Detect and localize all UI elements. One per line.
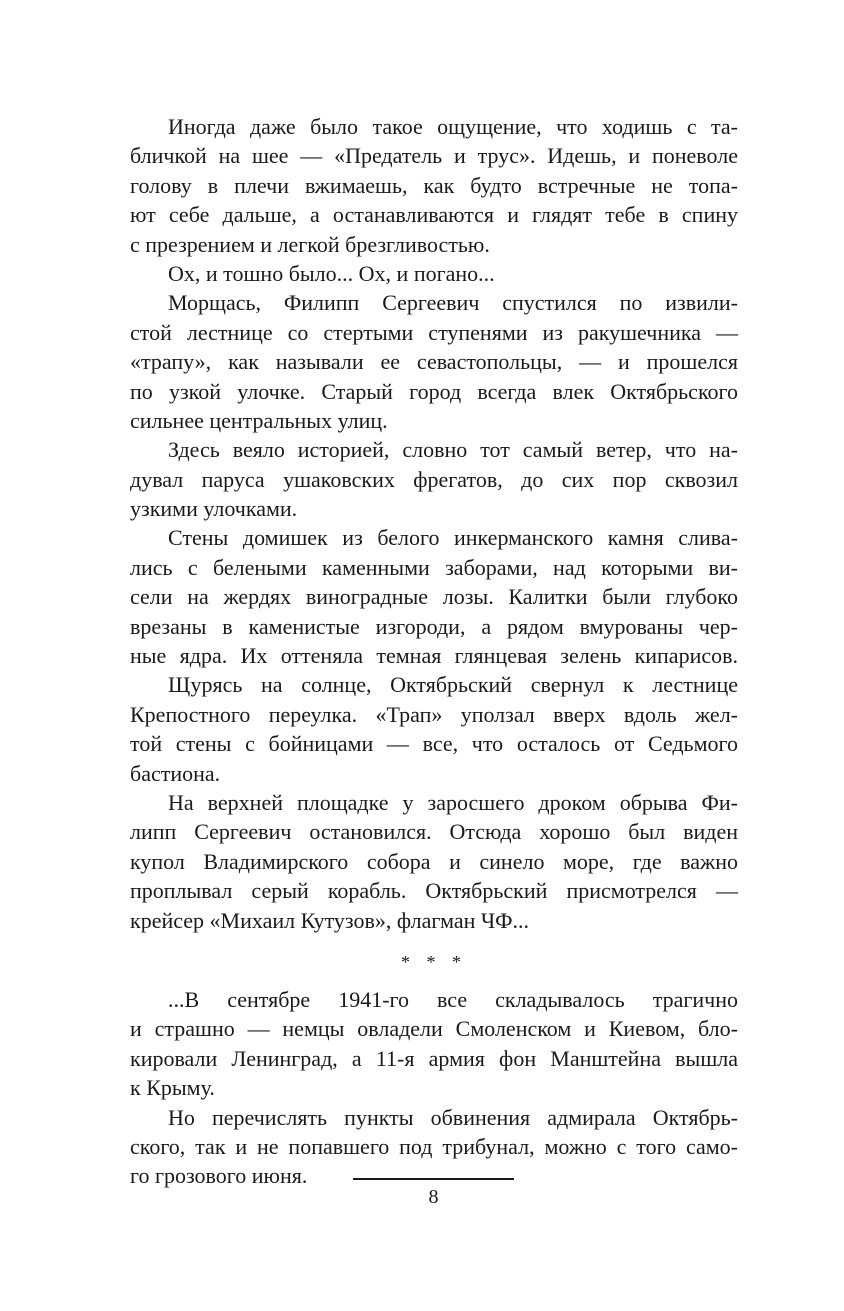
paragraph xyxy=(130,112,738,259)
text-line: Морщась, Филипп Сергеевич спустился по извили- xyxy=(168,290,738,316)
text-line: Стены домишек из белого инкерманского камня слива- xyxy=(168,525,738,551)
page-number: 8 xyxy=(428,1186,439,1208)
text-line: ют себе дальше, а останавливаются и глядят тебе в спину xyxy=(130,202,738,228)
text-line: лись с белеными каменными заборами, над которыми ви- xyxy=(130,554,738,580)
text-line: бличкой на шее — «Предатель и трус». Идешь, и поневоле xyxy=(130,143,738,169)
text-line: врезаны в каменистые изгороди, а рядом вмурованы чер- xyxy=(130,613,738,639)
text-line: Ох, и тошно было... Ох, и погано... xyxy=(168,260,495,286)
text-line: «трапу», как называли ее севастопольцы, — и прошелся xyxy=(130,349,738,375)
text-line: Щурясь на солнце, Октябрьский свернул к лестнице xyxy=(168,672,738,698)
text-line: проплывал серый корабль. Октябрьский присмотрелся — xyxy=(130,878,738,904)
text-line: к Крыму. xyxy=(130,1075,215,1101)
text-line: ные ядра. Их оттеняла темная глянцевая зелень кипарисов. xyxy=(130,643,738,669)
paragraph xyxy=(130,670,738,788)
text-line: крейсер «Михаил Кутузов», флагман ЧФ... xyxy=(130,907,530,933)
text-line: и страшно — немцы овладели Смоленском и Киевом, бло- xyxy=(130,1016,738,1042)
text-line: ского, так и не попавшего под трибунал, можно с того само- xyxy=(130,1133,738,1159)
text-line: по узкой улочке. Старый город всегда влек Октябрьского xyxy=(130,378,738,404)
text-line: стой лестнице со стертыми ступенями из ракушечника — xyxy=(130,319,738,345)
text-line: голову в плечи вжимаешь, как будто встречные не топа- xyxy=(130,172,738,198)
text-line: липп Сергеевич остановился. Отсюда хорошо был виден xyxy=(130,819,738,845)
text-line: купол Владимирского собора и синело море, где важно xyxy=(130,848,738,874)
paragraph xyxy=(130,788,738,935)
text-line: той стены с бойницами — все, что осталось от Седьмого xyxy=(130,731,738,757)
paragraph xyxy=(130,435,738,523)
text-line: Крепостного переулка. «Трап» уползал вверх вдоль жел- xyxy=(130,701,738,727)
text-line: сильнее центральных улиц. xyxy=(130,407,388,433)
paragraph xyxy=(130,523,738,670)
text-line: с презрением и легкой брезгливостью. xyxy=(130,231,490,257)
section-break: * * * xyxy=(401,951,467,972)
paragraph xyxy=(130,288,738,435)
text-line: На верхней площадке у заросшего дроком обрыва Фи- xyxy=(168,789,738,815)
text-line: Иногда даже было такое ощущение, что ходишь с та- xyxy=(168,114,738,139)
text-line: дувал паруса ушаковских фрегатов, до сих пор сквозил xyxy=(130,466,738,492)
text-line: го грозового июня. xyxy=(130,1163,308,1189)
paragraph xyxy=(130,985,738,1103)
paragraph xyxy=(130,259,738,288)
text-line: сели на жердях виноградные лозы. Калитки были глубоко xyxy=(130,584,738,610)
text-line: Здесь веяло историей, словно тот самый ветер, что на- xyxy=(168,437,738,463)
text-line: Но перечислять пункты обвинения адмирала Октябрь- xyxy=(168,1104,738,1130)
text-line: кировали Ленинград, а 11-я армия фон Манштейна вышла xyxy=(130,1045,738,1071)
footer-rule xyxy=(353,1178,514,1180)
text-line: бастиона. xyxy=(130,760,221,786)
text-line: ...В сентябре 1941-го все складывалось трагично xyxy=(168,986,738,1012)
page-body xyxy=(130,112,738,1191)
text-line: узкими улочками. xyxy=(130,496,298,522)
